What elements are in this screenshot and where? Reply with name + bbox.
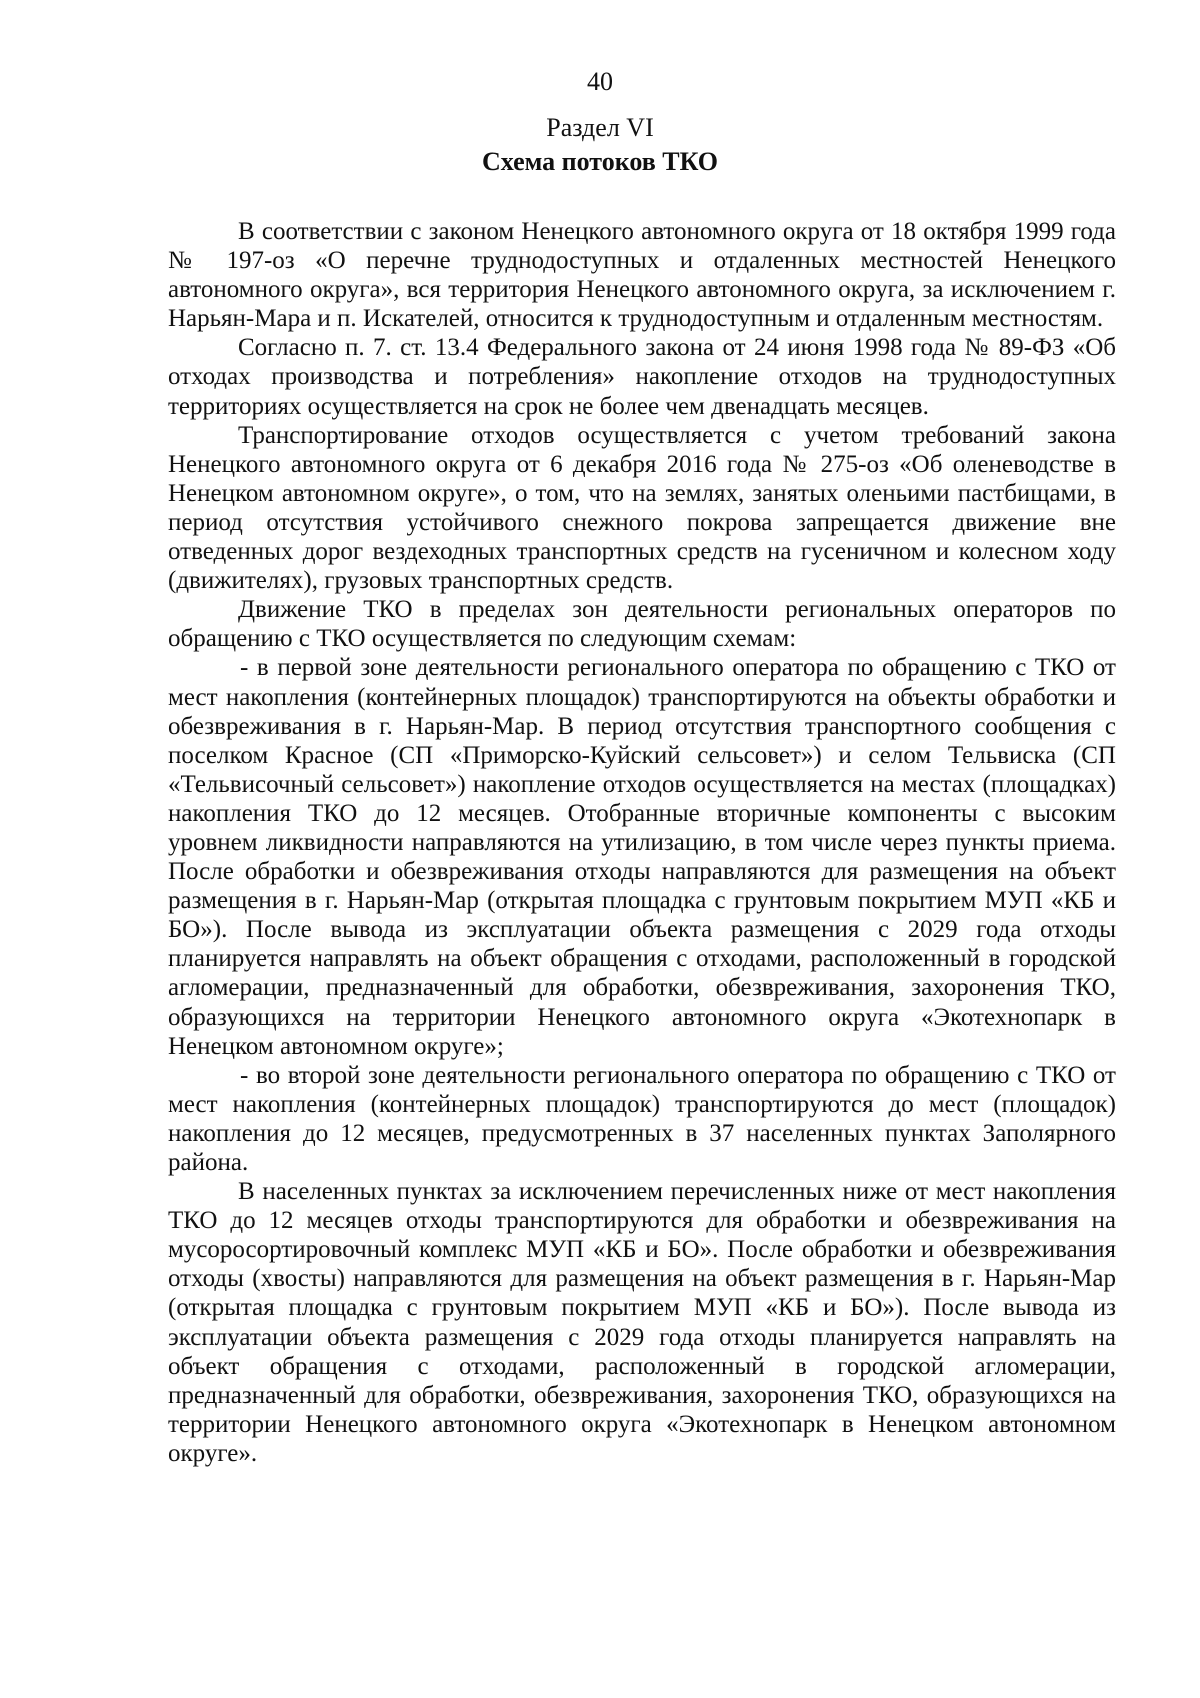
list-item-first-zone: - в первой зоне деятельности регионального оператора по обращению с ТКО от мест накопления (контейнерных площадок) транспортируются на объекты обработки и обезвреживания в г. Нарьян-Мар. В период отсутствия транспортного сообщения с поселком Красное (СП «Приморско-Куйский сельсовет») и селом Тельвиска (СП «Тельвисочный сельсовет») накопление отходов осуществляется на местах (площадках) накопления ТКО до 12 месяцев. Отобранные вторичные компоненты с высоким уровнем ликвидности направляются на утилизацию, в том числе через пункты приема. После обработки и обезвреживания отходы направляются для размещения на объект размещения в г. Нарьян-Мар (открытая площадка с грунтовым покрытием МУП «КБ и БО»). После вывода из эксплуатации объекта размещения с 2029 года отходы планируется направлять на объект обращения с отходами, расположенный в городской агломерации, предназначенный для обработки, обезвреживания, захоронения ТКО, образующихся на территории Ненецкого автономного округа «Экотехнопарк в Ненецком автономном округе»; xyxy=(168,654,1116,1060)
paragraph-law-territory: В соответствии с законом Ненецкого автономного округа от 18 октября 1999 года № 197-оз «О перечне труднодоступных и отдаленных местностей Ненецкого автономного округа», вся территория Ненецкого автономного округа, за исключением г. Нарьян-Мара и п. Искателей, относится к труднодоступным и отдаленным местностям. xyxy=(168,218,1116,333)
page-title: Схема потоков ТКО xyxy=(481,147,719,176)
list-item-second-zone: - во второй зоне деятельности регионального оператора по обращению с ТКО от мест накопления (контейнерных площадок) транспортируются до мест (площадок) накопления до 12 месяцев, предусмотренных в 37 населенных пунктах Заполярного района. xyxy=(168,1061,1116,1176)
page-number: 40 xyxy=(587,67,613,96)
paragraph-transportation: Транспортирование отходов осуществляется с учетом требований закона Ненецкого автономного округа от 6 декабря 2016 года № 275-оз «Об оленеводстве в Ненецком автономном округе», о том, что на землях, занятых оленьими пастбищами, в период отсутствия устойчивого снежного покрова запрещается движение вне отведенных дорог вездеходных транспортных средств на гусеничном и колесном ходу (движителях), грузовых транспортных средств. xyxy=(168,421,1116,595)
section-heading: Раздел VI xyxy=(546,113,654,142)
paragraph-federal-law: Согласно п. 7. ст. 13.4 Федерального закона от 24 июня 1998 года № 89-ФЗ «Об отходах производства и потребления» накопление отходов на труднодоступных территориях осуществляется на срок не более чем двенадцать месяцев. xyxy=(168,334,1116,420)
paragraph-schemes-intro: Движение ТКО в пределах зон деятельности региональных операторов по обращению с ТКО осуществляется по следующим схемам: xyxy=(168,596,1116,653)
paragraph-settlements: В населенных пунктах за исключением перечисленных ниже от мест накопления ТКО до 12 месяцев отходы транспортируются для обработки и обезвреживания на мусоросортировочный комплекс МУП «КБ и БО». После обработки и обезвреживания отходы (хвосты) направляются для размещения на объект размещения в г. Нарьян-Мар (открытая площадка с грунтовым покрытием МУП «КБ и БО»). После вывода из эксплуатации объекта размещения с 2029 года отходы планируется направлять на объект обращения с отходами, расположенный в городской агломерации, предназначенный для обработки, обезвреживания, захоронения ТКО, образующихся на территории Ненецкого автономного округа «Экотехнопарк в Ненецком автономном округе». xyxy=(168,1178,1116,1467)
document-body xyxy=(168,217,1116,1468)
